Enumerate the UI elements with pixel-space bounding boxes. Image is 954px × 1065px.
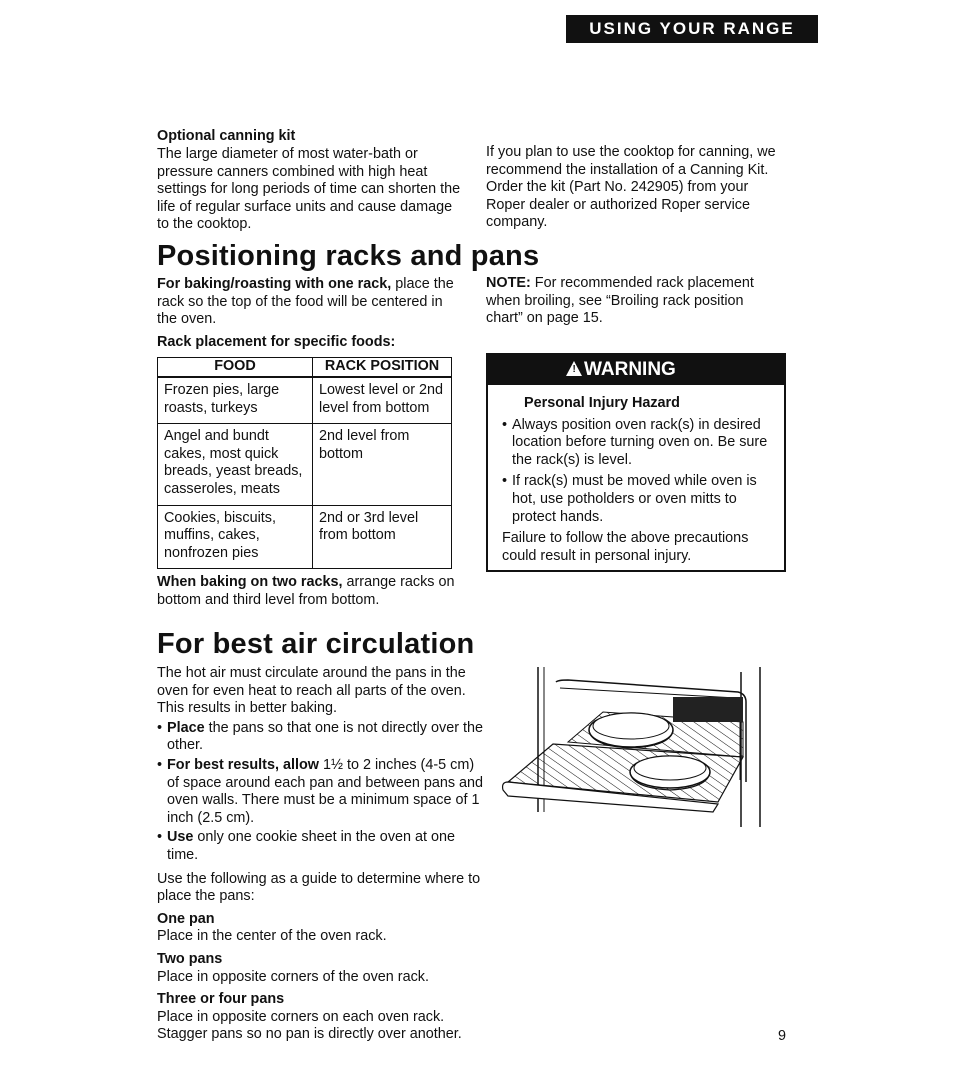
oven-rack-illustration [498,662,768,832]
air-bullet [157,757,487,827]
page-number: 9 [778,1028,787,1044]
table-header-rack: RACK POSITION [313,358,452,378]
canning-left-text: The large diameter of most water-bath or pressure canners combined with high heat settings for long periods of time can shorten the life of regular surface units and cause damage to the cooktop. [157,146,461,233]
rack-cell: 2nd or 3rd level from bottom [313,505,452,569]
air-bullet-bold: Use [167,829,194,846]
air-bullet-rest: 1½ to 2 inches (4-5 cm) of space around each pan and between pans and oven walls. There must be a minimum space of 1 inch (2.5 cm). [167,756,484,826]
table-row [158,424,452,505]
case-text: Place in opposite corners of the oven rack. [157,968,429,985]
food-cell: Frozen pies, large roasts, turkeys [158,377,313,424]
air-bullet [157,829,489,864]
air-guide: Use the following as a guide to determine where to place the pans: [157,870,481,905]
air-bullet-bold: For best results, allow [167,756,319,773]
case-heading: Two pans [157,950,223,967]
positioning-intro-bold: For baking/roasting with one rack, [157,276,392,292]
two-racks-rest: arrange racks on bottom and third level from bottom. [157,574,455,608]
food-cell: Cookies, biscuits, muffins, cakes, nonfrozen pies [158,505,313,569]
warning-bullet: • Always position oven rack(s) in desired location before turning oven on. Be sure the rack(s) is level. [502,417,772,470]
canning-right-text: If you plan to use the cooktop for canning, we recommend the installation of a Canning Kit. Order the kit (Part No. 242905) from your Roper dealer or authorized Roper service company. [486,144,776,231]
food-cell: Angel and bundt cakes, most quick breads, yeast breads, casseroles, meats [158,424,313,505]
air-title: For best air circulation [157,628,475,660]
positioning-intro [157,276,457,329]
positioning-intro-rest: place the rack so the top of the food will be centered in the oven. [157,276,454,328]
warning-bullet: • If rack(s) must be moved while oven is hot, use potholders or oven mitts to protect hands. [502,473,772,526]
case-text: Place in opposite corners on each oven rack. Stagger pans so no pan is directly over another. [157,1008,462,1043]
warning-bar [488,355,784,385]
warning-box [486,353,786,572]
air-bullet-rest: only one cookie sheet in the oven at one time. [167,829,456,863]
air-intro: The hot air must circulate around the pans in the oven for even heat to reach all parts of the oven. This results in better baking. [157,665,466,717]
air-bullet-bold: Place [167,719,205,736]
air-body [157,665,489,1044]
air-bullet [157,720,489,755]
section-badge: USING YOUR RANGE [566,15,818,43]
rack-cell: Lowest level or 2nd level from bottom [313,377,452,424]
rack-table [157,357,452,569]
rack-cell: 2nd level from bottom [313,424,452,505]
case-heading: Three or four pans [157,991,285,1008]
two-racks-text [157,574,462,609]
air-bullet-rest: the pans so that one is not directly over the other. [167,719,483,754]
case-text: Place in the center of the oven rack. [157,928,387,945]
hazard-title: Personal Injury Hazard [524,395,680,411]
table-header-food: FOOD [158,358,313,378]
note-text: For recommended rack placement when broiling, see “Broiling rack position chart” on page 15. [486,275,754,327]
case-heading: One pan [157,910,215,927]
broil-note [486,275,781,328]
note-label: NOTE: [486,275,531,291]
two-racks-bold: When baking on two racks, [157,574,343,590]
table-row [158,505,452,569]
table-caption: Rack placement for specific foods: [157,334,396,350]
warning-footer: Failure to follow the above precautions could result in personal injury. [502,530,749,564]
table-row [158,377,452,424]
warning-triangle-icon: ! [566,361,582,376]
warning-label: WARNING [584,359,676,380]
positioning-title: Positioning racks and pans [157,240,540,272]
canning-heading: Optional canning kit [157,128,296,144]
